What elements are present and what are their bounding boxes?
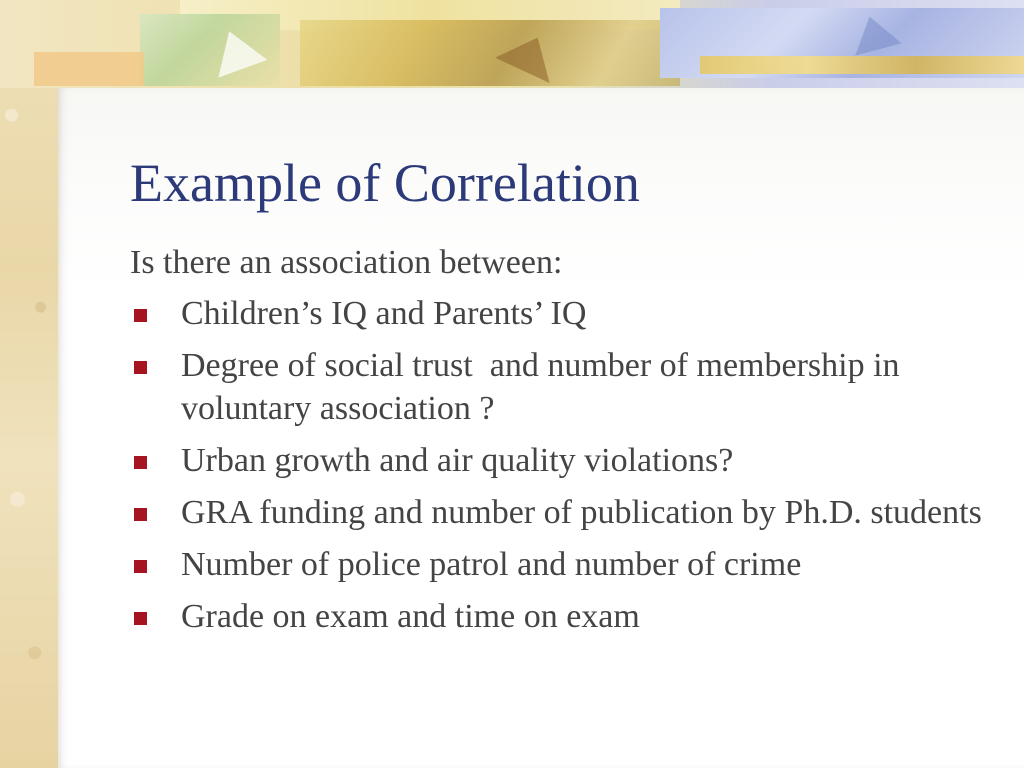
bullet-item: [130, 543, 1000, 586]
bullet-text: Number of police patrol and number of crime: [181, 546, 802, 583]
square-bullet-icon: [134, 560, 147, 573]
bullet-list: [130, 292, 1000, 647]
bullet-item: [130, 344, 1000, 430]
bullet-text: Children’s IQ and Parents’ IQ: [181, 295, 587, 332]
bullet-text: Degree of social trust and number of membership in voluntary association ?: [181, 347, 909, 427]
square-bullet-icon: [134, 309, 147, 322]
bullet-text: Urban growth and air quality violations?: [181, 442, 734, 479]
bullet-item: [130, 491, 1000, 534]
square-bullet-icon: [134, 508, 147, 521]
bullet-item: [130, 595, 1000, 638]
bullet-text: GRA funding and number of publication by Ph.D. students: [181, 494, 982, 531]
square-bullet-icon: [134, 361, 147, 374]
banner-gold-stripe: [700, 56, 1024, 74]
decorative-banner: [0, 0, 1024, 88]
slide-title: Example of Correlation: [130, 153, 640, 213]
intro-text: Is there an association between:: [130, 244, 563, 281]
banner-golden-leaves: [300, 20, 680, 86]
banner-orange-block: [34, 52, 144, 86]
bullet-item: [130, 439, 1000, 482]
square-bullet-icon: [134, 612, 147, 625]
parchment-left-strip: [0, 0, 58, 768]
bullet-text: Grade on exam and time on exam: [181, 598, 640, 635]
square-bullet-icon: [134, 456, 147, 469]
bullet-item: [130, 292, 1000, 335]
